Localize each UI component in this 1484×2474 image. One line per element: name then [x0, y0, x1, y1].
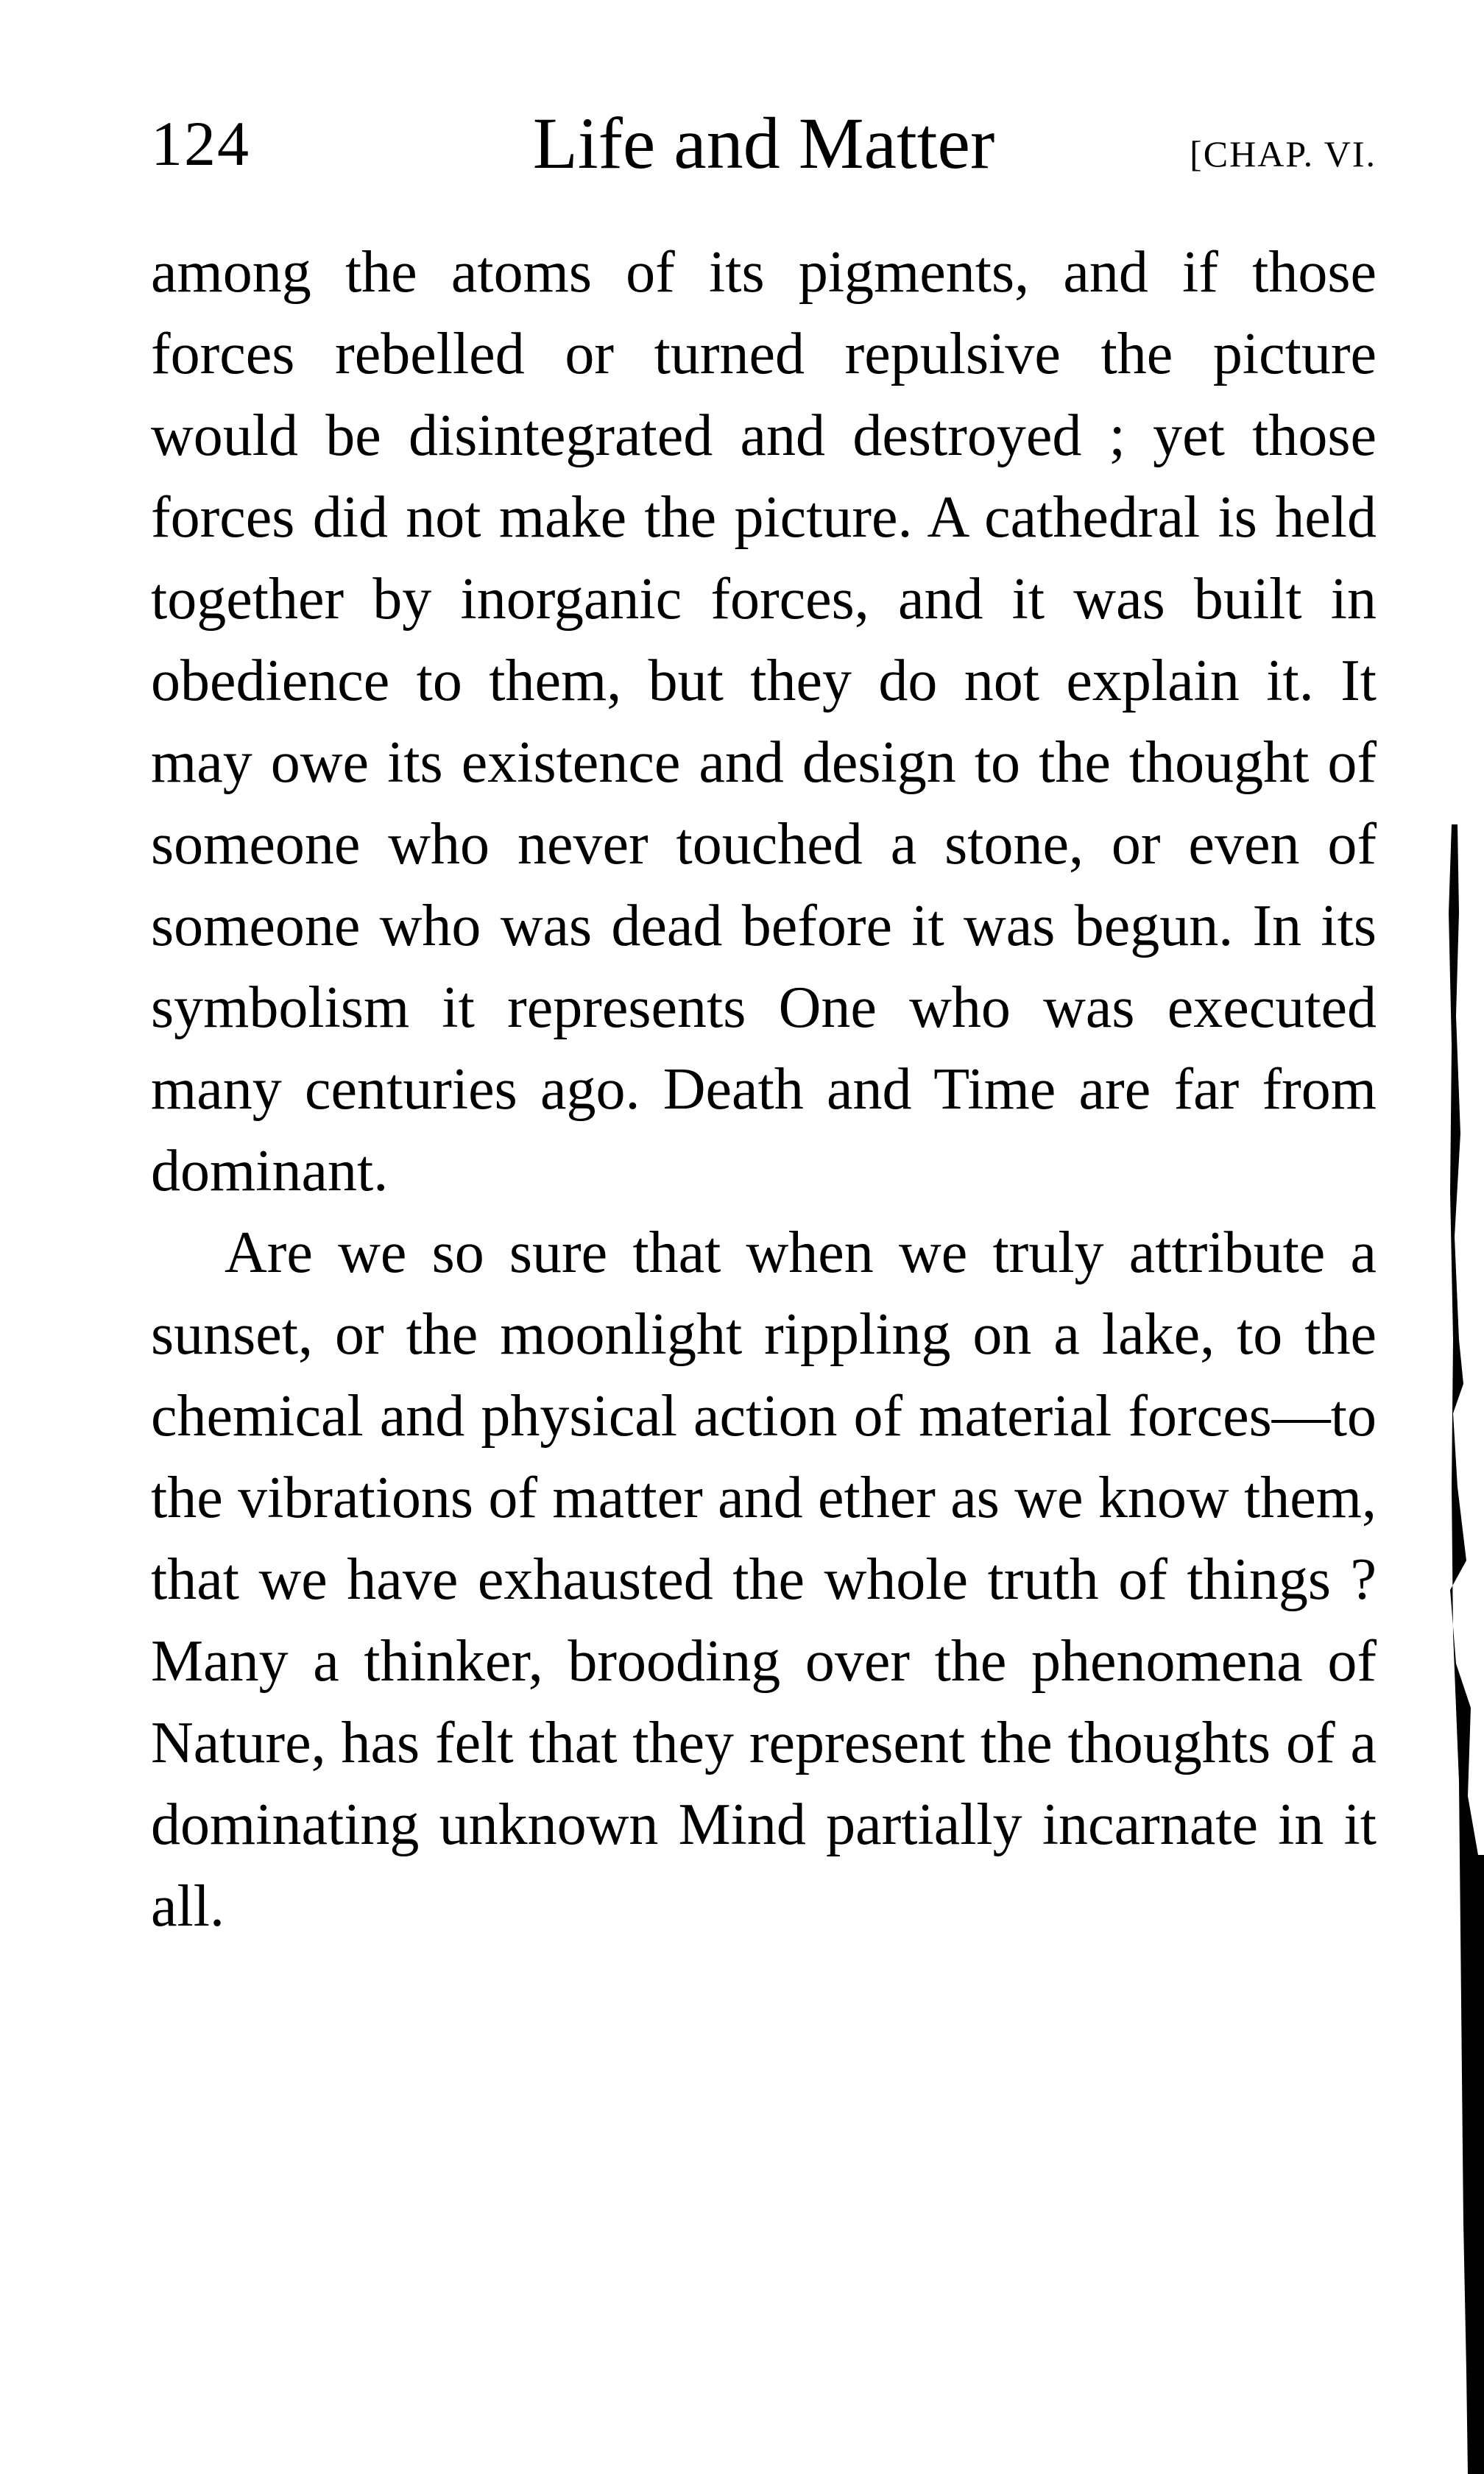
body-text: [151, 232, 1377, 1948]
chapter-marker: [CHAP. VI.: [1190, 133, 1377, 174]
page-number: 124: [151, 108, 250, 179]
running-head: [151, 99, 1377, 188]
paragraph-1: among the atoms of its pigments, and if those forces rebelled or turned repulsive the picture would be disintegrated and destroyed ; yet those forces did not make the picture. A cathedral is held together by inorganic forces, and it was built in obedience to them, but they do not explain it. It may owe its existence and design to the thought of someone who never touched a stone, or even of someone who was dead before it was begun. In its symbolism it represents One who was executed many centuries ago. Death and Time are far from dominant.: [151, 240, 1377, 1204]
running-title: Life and Matter: [532, 102, 995, 184]
page-edge-shadow: [1441, 824, 1484, 2474]
paragraph-2: Are we so sure that when we truly attribute a sunset, or the moonlight rippling on a lake, to the chemical and physical action of material forces—to the vibrations of matter and ether as we know them, that we have exhausted the whole truth of things ? Many a thinker, brooding over the phenomena of Nature, has felt that they represent the thoughts of a dominating unknown Mind partially incarnate in it all.: [151, 1220, 1377, 1939]
